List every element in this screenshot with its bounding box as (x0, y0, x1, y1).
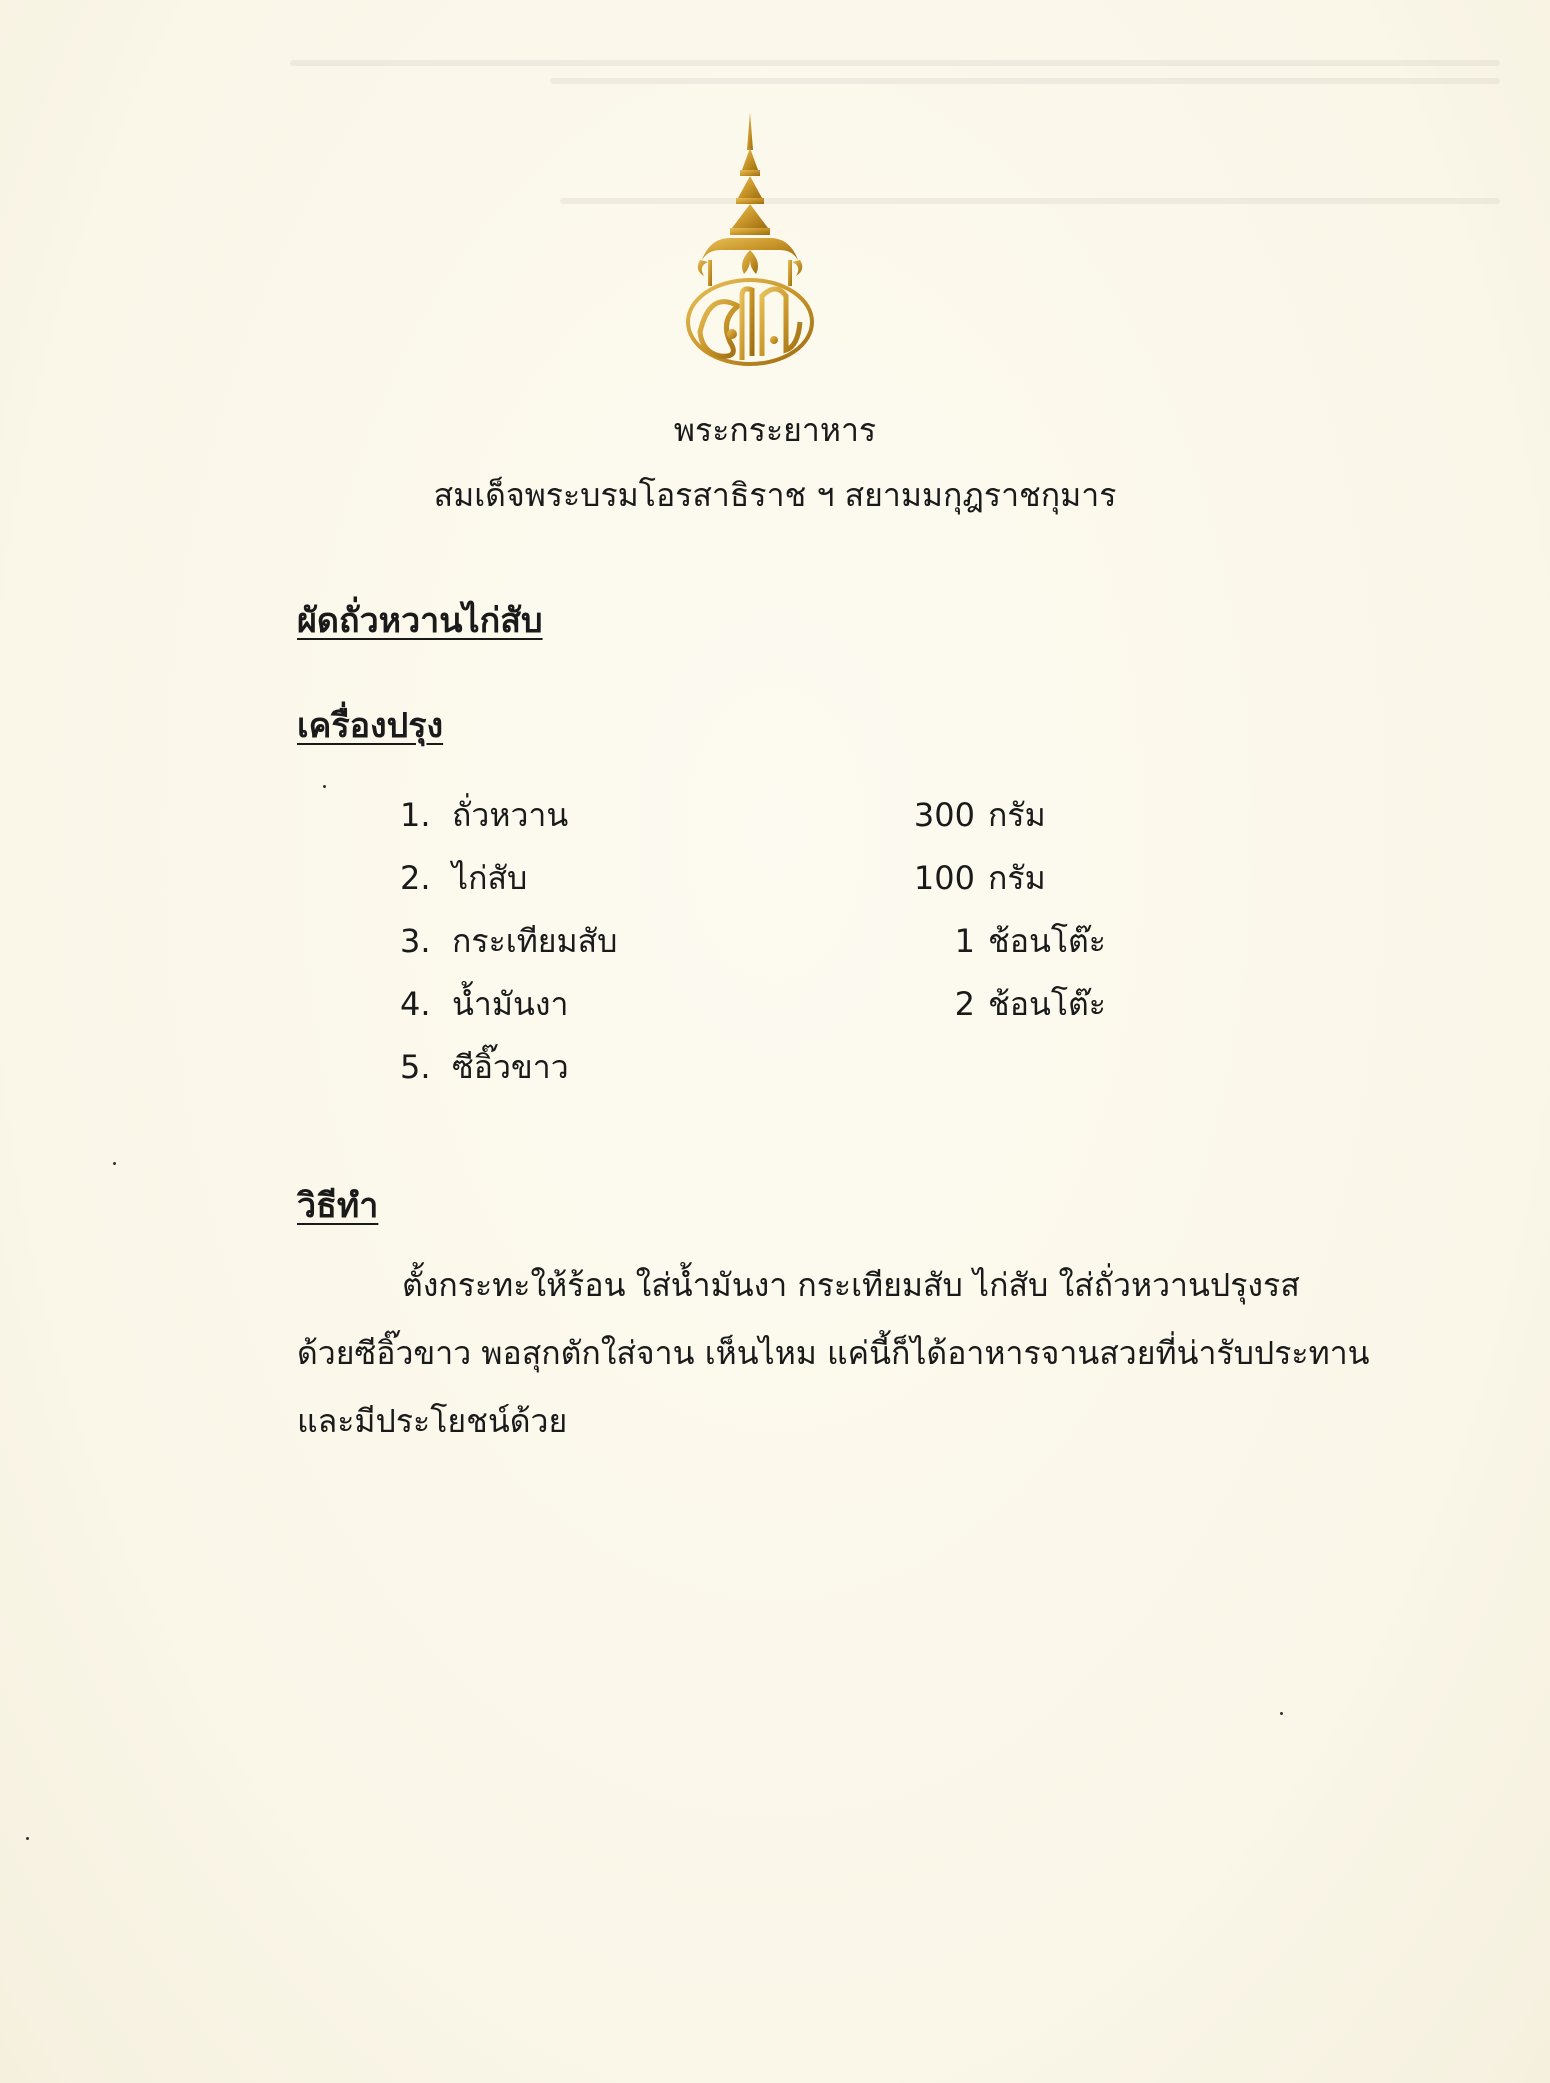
royal-monogram-emblem (680, 110, 820, 370)
ingredient-quantity: 2 (954, 985, 975, 1023)
ingredient-unit: ช้อนโต๊ะ (988, 922, 1106, 960)
list-item (400, 795, 1160, 858)
list-item (400, 1047, 1160, 1110)
ingredient-name: ไก่สับ (452, 859, 528, 897)
ingredient-quantity: 100 (913, 859, 975, 897)
ingredient-number: 2. (400, 859, 431, 897)
ingredient-number: 1. (400, 796, 431, 834)
ingredient-name: ถั่วหวาน (452, 796, 569, 834)
recipe-title: ผัดถั่วหวานไก่สับ (297, 601, 543, 641)
method-line: ตั้งกระทะให้ร้อน ใส่น้ำมันงา กระเทียมสับ ไก่สับ ใส่ถั่วหวานปรุงรส (402, 1266, 1300, 1304)
ingredient-name: น้ำมันงา (452, 985, 569, 1023)
paper-speck (323, 785, 326, 788)
ingredient-name: กระเทียมสับ (452, 922, 618, 960)
paper-speck (113, 1162, 116, 1165)
ingredient-unit: กรัม (988, 796, 1046, 834)
ingredient-number: 5. (400, 1048, 431, 1086)
ingredient-number: 4. (400, 985, 431, 1023)
paper-speck (1280, 1712, 1283, 1715)
paper-speck (26, 1837, 29, 1840)
author-title: พระกระยาหาร (673, 411, 877, 449)
show-through-line (290, 60, 1500, 66)
method-line: ด้วยซีอิ๊วขาว พอสุกตักใส่จาน เห็นไหม แค่นี้ก็ได้อาหารจานสวยที่น่ารับประทาน (297, 1334, 1370, 1372)
ingredients-heading: เครื่องปรุง (297, 706, 444, 746)
method-line: และมีประโยชน์ด้วย (297, 1402, 568, 1440)
author-name: สมเด็จพระบรมโอรสาธิราช ฯ สยามมกุฎราชกุมาร (433, 476, 1117, 514)
ingredient-unit: กรัม (988, 859, 1046, 897)
ingredient-name: ซีอิ๊วขาว (452, 1048, 569, 1086)
list-item (400, 858, 1160, 921)
ingredients-list (400, 795, 1160, 1110)
list-item (400, 921, 1160, 984)
ingredient-number: 3. (400, 922, 431, 960)
list-item (400, 984, 1160, 1047)
ingredient-unit: ช้อนโต๊ะ (988, 985, 1106, 1023)
ingredient-quantity: 300 (913, 796, 975, 834)
method-paragraph (297, 1265, 1417, 1469)
show-through-line (550, 78, 1500, 84)
method-heading: วิธีทำ (297, 1186, 379, 1226)
ingredient-quantity: 1 (954, 922, 975, 960)
